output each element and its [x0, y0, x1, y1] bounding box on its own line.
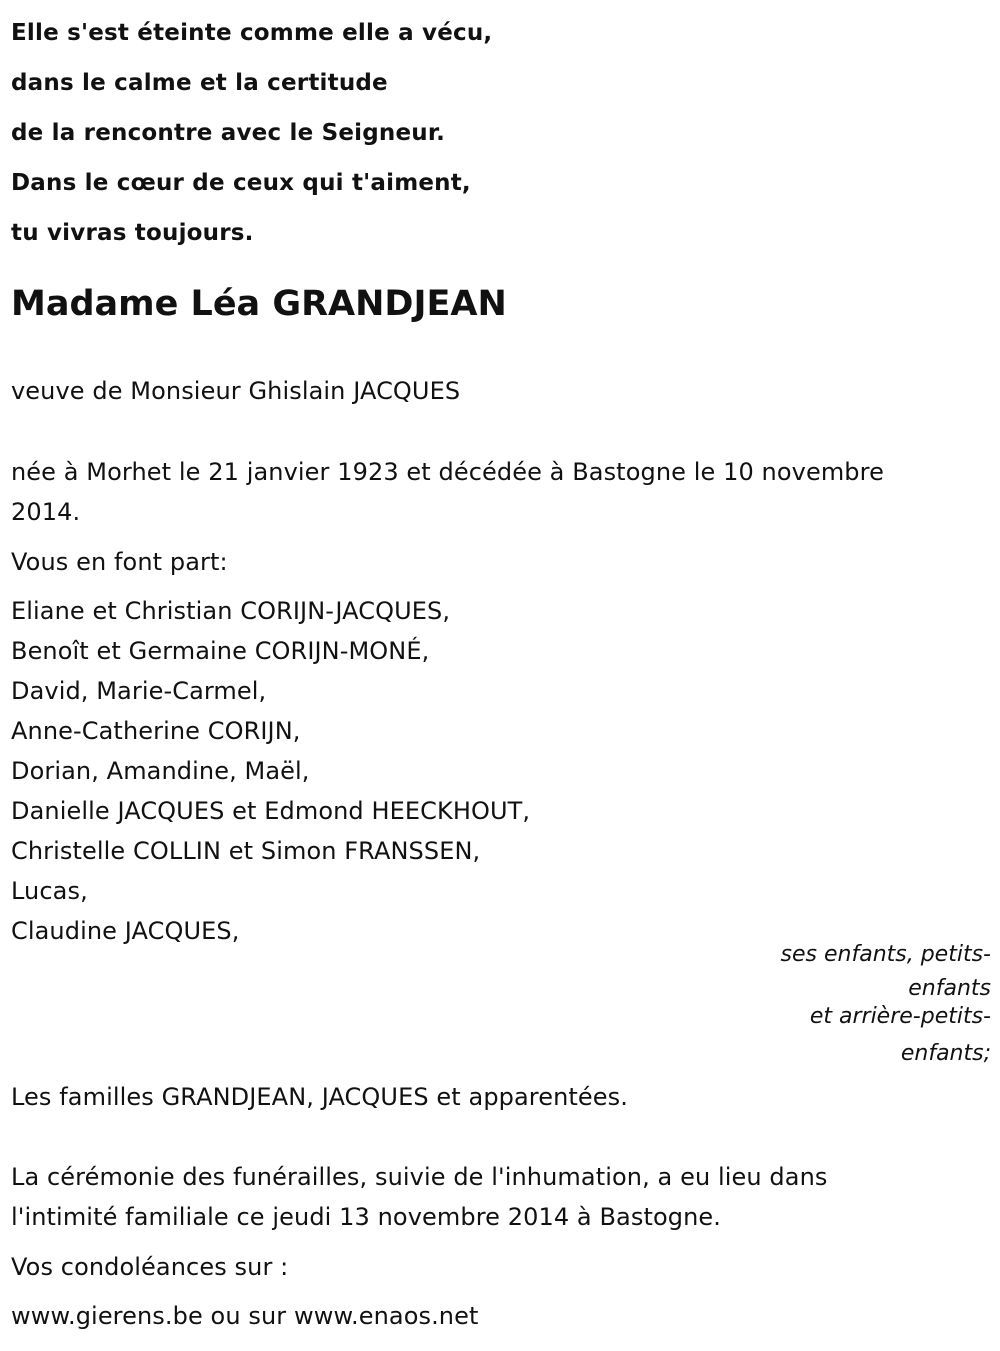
- websites-text: www.gierens.be ou sur www.enaos.net: [11, 1302, 479, 1330]
- poem-line: dans le calme et la certitude: [11, 70, 388, 96]
- announce-text: Vous en font part:: [11, 548, 228, 576]
- deceased-name: Madame Léa GRANDJEAN: [11, 284, 507, 324]
- family-member: Dorian, Amandine, Maël,: [11, 757, 310, 785]
- families-text: Les familles GRANDJEAN, JACQUES et apparentées.: [11, 1083, 628, 1111]
- family-member: Claudine JACQUES,: [11, 917, 240, 945]
- poem-line: Elle s'est éteinte comme elle a vécu,: [11, 20, 493, 46]
- family-member: Eliane et Christian CORIJN-JACQUES,: [11, 597, 451, 625]
- relation-line: ses enfants, petits-: [780, 942, 991, 967]
- relation-line: enfants;: [900, 1041, 991, 1066]
- family-member: Christelle COLLIN et Simon FRANSSEN,: [11, 837, 481, 865]
- poem-block: [11, 8, 991, 258]
- family-member: David, Marie-Carmel,: [11, 677, 267, 705]
- relation-block-2: [810, 1000, 991, 1074]
- family-member: Benoît et Germaine CORIJN-MONÉ,: [11, 637, 430, 665]
- relation-line: enfants: [908, 976, 991, 1001]
- ceremony-line-2: l'intimité familiale ce jeudi 13 novembre 2014 à Bastogne.: [11, 1203, 721, 1231]
- condolences-text: Vos condoléances sur :: [11, 1253, 289, 1281]
- birth-death-line-2: 2014.: [11, 498, 81, 526]
- ceremony-line-1: La cérémonie des funérailles, suivie de l'inhumation, a eu lieu dans: [11, 1163, 828, 1191]
- family-member: Anne-Catherine CORIJN,: [11, 717, 301, 745]
- family-member: Danielle JACQUES et Edmond HEECKHOUT,: [11, 797, 531, 825]
- relation-block-1: [781, 935, 991, 1003]
- birth-death-line-1: née à Morhet le 21 janvier 1923 et décédée à Bastogne le 10 novembre: [11, 458, 884, 486]
- poem-line: de la rencontre avec le Seigneur.: [11, 120, 446, 146]
- family-list: [11, 591, 971, 951]
- relation-line: et arrière-petits-: [809, 1004, 991, 1029]
- widow-of-text: veuve de Monsieur Ghislain JACQUES: [11, 377, 461, 405]
- poem-line: tu vivras toujours.: [11, 220, 254, 246]
- poem-line: Dans le cœur de ceux qui t'aiment,: [11, 170, 471, 196]
- family-member: Lucas,: [11, 877, 88, 905]
